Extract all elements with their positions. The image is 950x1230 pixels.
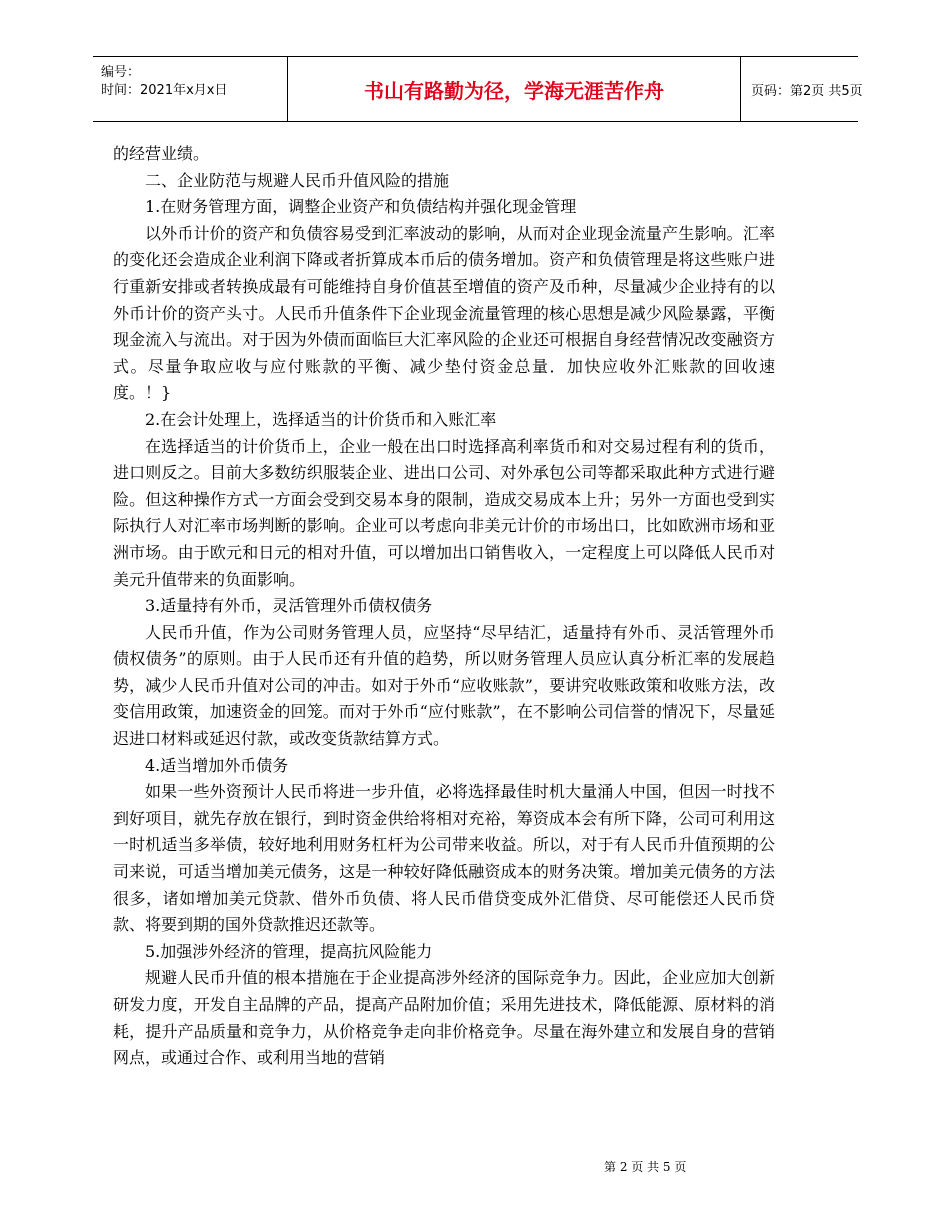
document-time-label: 时间：2021年x月x日	[101, 83, 228, 98]
subsection-heading: 1.在财务管理方面，调整企业资产和负债结构并强化现金管理	[145, 197, 577, 217]
header-page-info: 页码：第2页 共5页	[751, 83, 863, 99]
subsection-heading: 2.在会计处理上，选择适当的计价货币和入账汇率	[145, 409, 497, 429]
body-paragraph: 规避人民币升值的根本措施在于企业提高涉外经济的国际竞争力。因此，企业应加大创新研发力度，开发自主品牌的产品，提高产品附加价值；采用先进技术，降低能源、原材料的消耗，提升产品质量和竞争力，从价格竞争走向非价格竞争。尽量在海外建立和发展自身的营销网点，或通过合作、或利用当地的营销	[113, 968, 775, 1068]
page-footer: 第 2 页 共 5 页	[604, 1160, 687, 1174]
body-paragraph: 在选择适当的计价货币上，企业一般在出口时选择高利率货币和对交易过程有利的货币，进口则反之。目前大多数纺织服装企业、进出口公司、对外承包公司等都采取此种方式进行避险。但这种操作方式一方面会受到交易本身的限制，造成交易成本上升；另外一方面也受到实际执行人对汇率市场判断的影响。企业可以考虑向非美元计价的市场出口，比如欧洲市场和亚洲市场。由于欧元和日元的相对升值，可以增加出口销售收入，一定程度上可以降低人民币对美元升值带来的负面影响。	[113, 436, 775, 589]
body-paragraph: 人民币升值，作为公司财务管理人员，应坚持“尽早结汇，适量持有外币、灵活管理外币债权债务”的原则。由于人民币还有升值的趋势，所以财务管理人员应认真分析汇率的发展趋势，减少人民币升值对公司的冲击。如对于外币“应收账款”，要讲究收账政策和收账方法，改变信用政策，加速资金的回笼。而对于外币“应付账款”，在不影响公司信誉的情况下，尽量延迟进口材料或延迟付款，或改变货款结算方式。	[113, 622, 775, 749]
page-header	[93, 56, 863, 122]
subsection-heading: 4.适当增加外币债务	[145, 755, 289, 775]
subsection-heading: 5.加强涉外经济的管理，提高抗风险能力	[145, 941, 433, 961]
header-motto: 书山有路勤为径，学海无涯苦作舟	[287, 57, 741, 121]
header-meta	[93, 57, 287, 121]
body-paragraph: 的经营业绩。	[113, 144, 210, 163]
body-paragraph: 以外币计价的资产和负债容易受到汇率波动的影响，从而对企业现金流量产生影响。汇率的变化还会造成企业利润下降或者折算成本币后的债务增加。资产和负债管理是将这些账户进行重新安排或者转换成最有可能维持自身价值甚至增值的资产及币种，尽量减少企业持有的以外币计价的资产头寸。人民币升值条件下企业现金流量管理的核心思想是减少风险暴露，平衡现金流入与流出。对于因为外债而面临巨大汇率风险的企业还可根据自身经营情况改变融资方式。尽量争取应收与应付账款的平衡、减少垫付资金总量．加快应收外汇账款的回收速度。！}	[113, 223, 775, 403]
body-paragraph: 如果一些外资预计人民币将进一步升值，必将选择最佳时机大量涌人中国，但因一时找不到好项目，就先存放在银行，到时资金供给将相对充裕，筹资成本会有所下降，公司可利用这一时机适当多举债，较好地利用财务杠杆为公司带来收益。所以，对于有人民币升值预期的公司来说，可适当增加美元债务，这是一种较好降低融资成本的财务决策。增加美元债务的方法很多，诸如增加美元贷款、借外币负债、将人民币借贷变成外汇借贷、尽可能偿还人民币贷款、将要到期的国外贷款推迟还款等。	[113, 782, 775, 935]
subsection-heading: 3.适量持有外币，灵活管理外币债权债务	[145, 596, 433, 616]
section-heading: 二、企业防范与规避人民币升值风险的措施	[145, 170, 450, 190]
document-body	[113, 141, 775, 1072]
document-number-label: 编号：	[101, 65, 141, 80]
